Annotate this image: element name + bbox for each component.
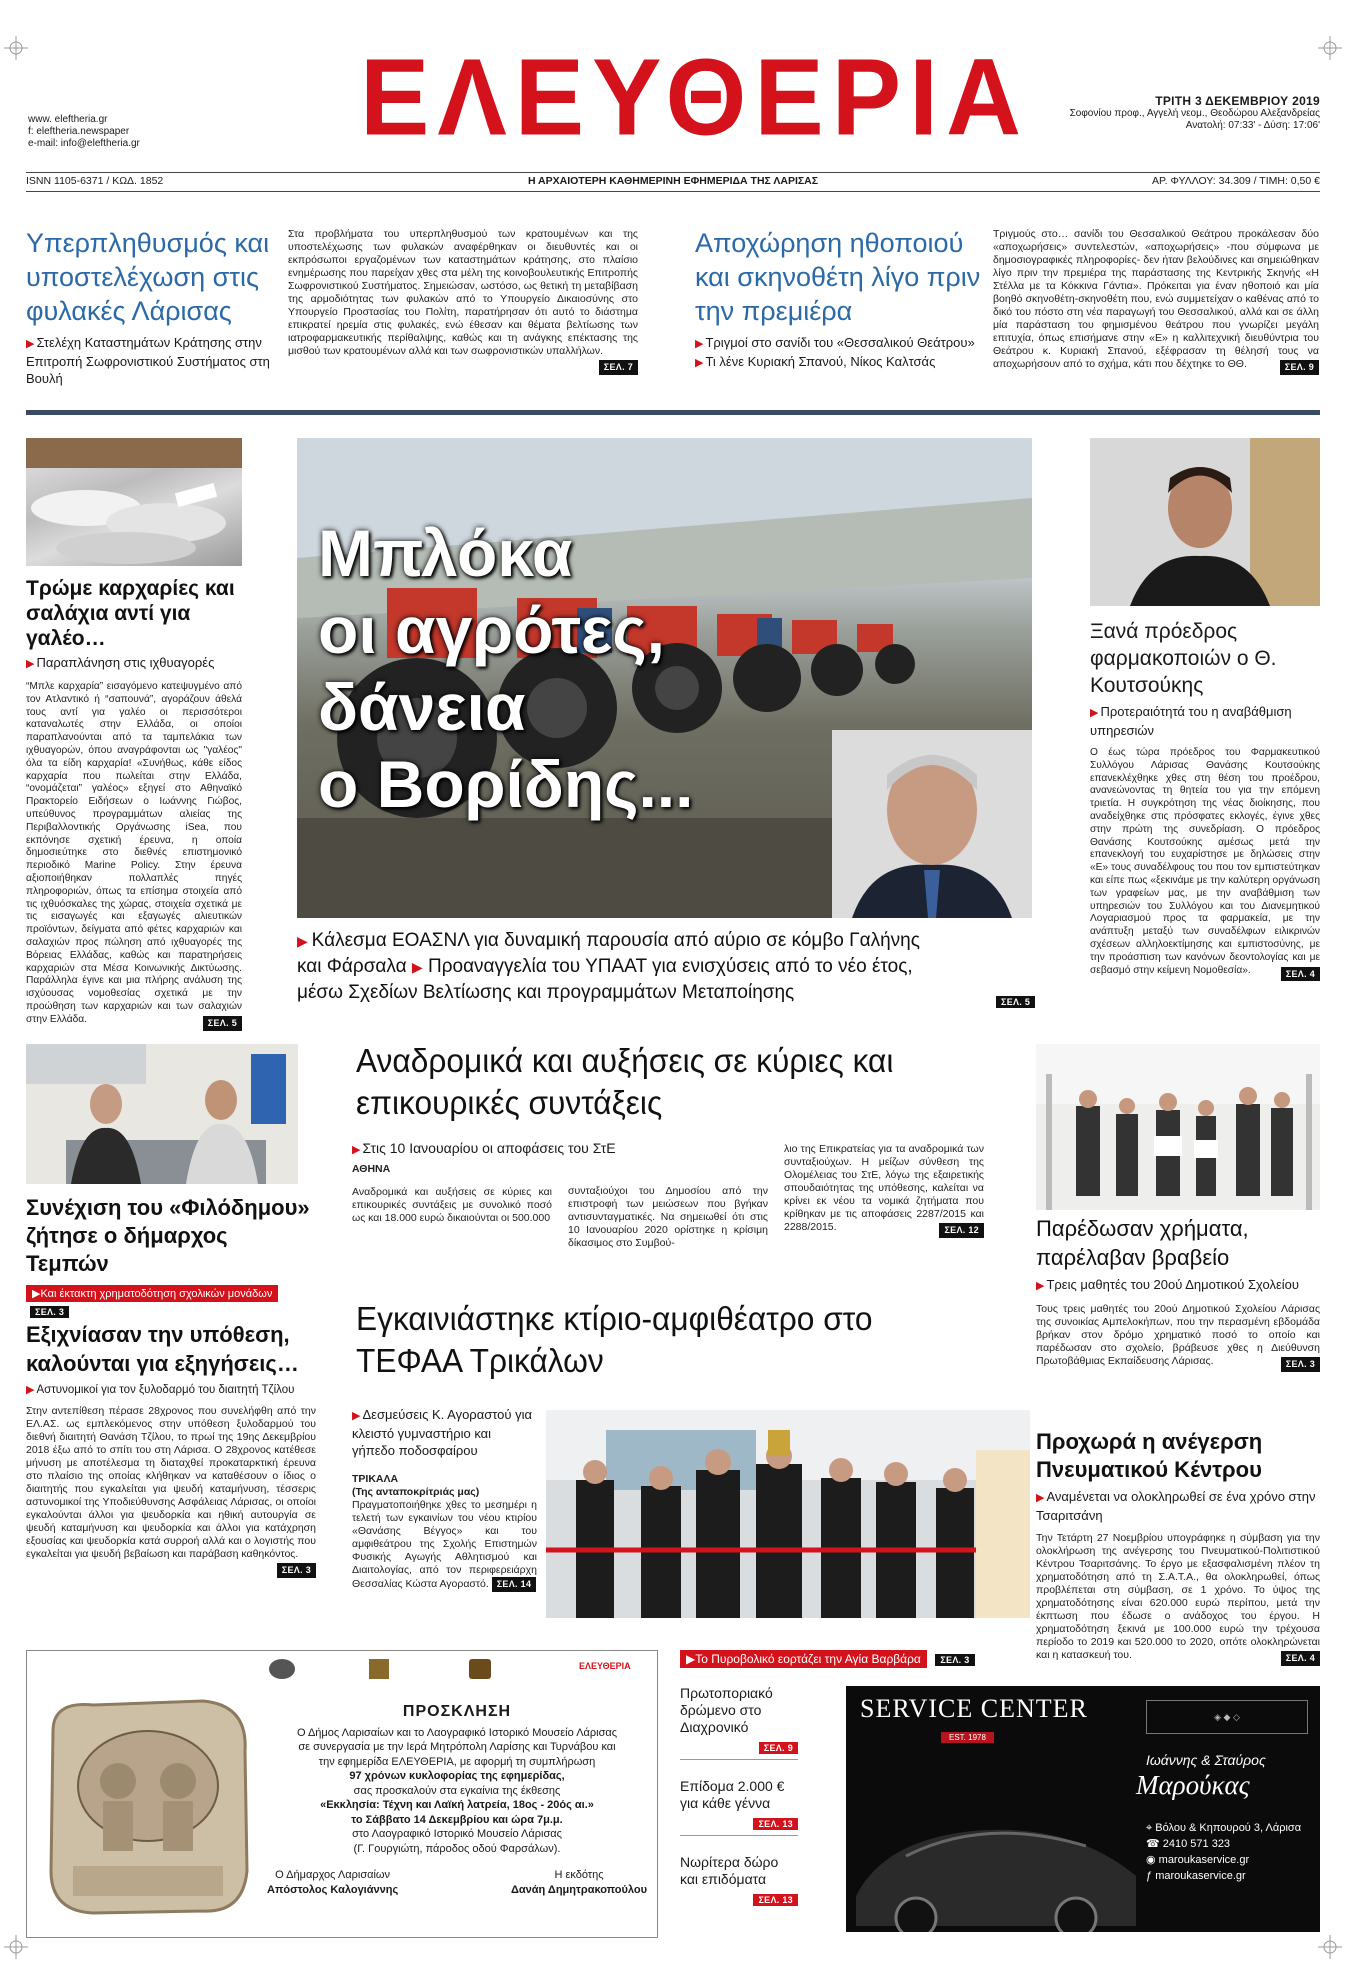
pensions-col-1-text: Αναδρομικά και αυξήσεις σε κύριες και επικουρικές συντάξεις με συνολικό ποσό ως και 18.000 ευρώ δικαιούνται οι 500.000 (352, 1186, 552, 1224)
prisons-story (26, 226, 276, 387)
facebook-link[interactable]: f: eleftheria.newspaper (28, 126, 130, 137)
masthead-bottom-rule (26, 191, 1320, 192)
portrait-illustration (832, 730, 1032, 918)
pharmacists-body-text: Ο έως τώρα πρόεδρος του Φαρμακευτικού Συλλόγου Λάρισας Θανάσης Κουτσούκης επανεκλέχθηκε χθες στη θέση του προέδρου, ανανεώνοντας τη θητεία του για την επόμενη τριετία. Η συγκρότηση της νέας διοίκησης, που αναδείχθηκε στις πρόσφατες εκλογές, έγινε χθες στην πρώτη της συνεδρίαση. Ο πρόεδρος Θανάσης Κουτσούκης αμέσως μετά την επανεκλογή του ευχαρίστησε με δηλώσεις στην «Ε» τους συναδέλφους του που τον εμπιστεύτηκαν και είπε πως «ξεκινάμε με την καλύτερη οργάνωση των γραφείων μας, με την αναβάθμιση των υπηρεσιών του Συλλόγου και του Διανεμητικού Λογαριασμού προς τα φαρμακεία, με την ανάπτυξη μεταξύ των συναδέλφων ειλικρινών σχέσεων αλληλοεκτίμησης και εμπιστοσύνης, με την προάσπιση των κανόνων δεοντολογίας και με σεβασμό στην κείμενη Νομοθεσία». (1090, 747, 1320, 976)
page-ref[interactable]: ΣΕΛ. 7 (599, 360, 638, 375)
lead-sub-3 (297, 980, 1032, 1005)
newspaper-logo: ΕΛΕΥΘΕΡΙΑ (579, 1661, 631, 1671)
signature-name: Απόστολος Καλογιάννης (267, 1883, 399, 1896)
invitation-line: σας προσκαλούν στα εγκαίνια της έκθεσης (353, 1784, 561, 1797)
lead-sub-2 (297, 954, 1032, 980)
masthead-date-block (1020, 94, 1320, 132)
lead-headline-line-2: οι αγρότες, (318, 593, 666, 667)
location-pin-icon: ⌖ (1146, 1822, 1156, 1834)
artillery-text: Το Πυροβολικό εορτάζει την Αγία Βαρβάρα (695, 1652, 921, 1666)
service-contacts (1146, 1820, 1301, 1884)
brief-item[interactable] (680, 1836, 798, 1911)
service-site-2-text: maroukaservice.gr (1155, 1870, 1246, 1882)
students-photo (1036, 1044, 1320, 1210)
tzilos-kicker (26, 1382, 316, 1399)
award-kicker (1036, 1276, 1320, 1295)
invitation-line: την εφημερίδα ΕΛΕΥΘΕΡΙΑ, με αφορμή τη συμπλήρωση (318, 1755, 596, 1768)
fish-market-photo (26, 438, 242, 566)
service-owner-names: Ιωάννης & Σταύρος (1146, 1752, 1266, 1768)
bullet-triangle-icon: ▶ (695, 338, 704, 350)
page-ref[interactable]: ΣΕΛ. 4 (1281, 1651, 1320, 1666)
bullet-triangle-icon: ▶ (1036, 1492, 1045, 1504)
bullet-triangle-icon: ▶ (32, 1288, 41, 1300)
service-address (1146, 1820, 1301, 1836)
theatre-kicker-1 (695, 334, 985, 353)
page-ref[interactable]: ΣΕΛ. 12 (939, 1223, 984, 1238)
invitation-logos-row (259, 1659, 649, 1681)
page-ref[interactable]: ΣΕΛ. 4 (1281, 967, 1320, 982)
page-ref[interactable]: ΣΕΛ. 9 (1280, 360, 1319, 375)
brief-item-text: Επίδομα 2.000 € για κάθε γέννα (680, 1778, 785, 1811)
invitation-line: σε συνεργασία με την Ιερά Μητρόπολη Λαρίσης και Τυρνάβου και (298, 1741, 616, 1753)
registration-mark-icon (4, 36, 28, 60)
tzilos-kicker-text: Αστυνομικοί για τον ξυλοδαρμό του διαιτητή Τζίλου (36, 1384, 295, 1396)
registration-mark-icon (1318, 36, 1342, 60)
signature-role: Η εκδότης (554, 1869, 604, 1881)
phone-icon: ☎ (1146, 1838, 1163, 1850)
filodimos-story (26, 1194, 316, 1320)
invitation-title: ΠΡΟΣΚΛΗΣΗ (402, 1703, 512, 1720)
pharmacists-headline[interactable]: Ξανά πρόεδρος φαρμακοποιών ο Θ. Κουτσούκης (1090, 620, 1277, 697)
car-illustration (846, 1786, 1146, 1932)
bullet-triangle-icon: ▶ (352, 1144, 361, 1156)
pensions-dateline: ΑΘΗΝΑ (352, 1163, 391, 1175)
tefaa-kicker (352, 1406, 537, 1459)
filodimos-headline[interactable]: Συνέχιση του «Φιλόδημου» ζήτησε ο δήμαρχος Τεμπών (26, 1195, 310, 1276)
lead-subheads (297, 928, 1032, 1005)
pensions-col-3-text: λιο της Επικρατείας για τα αναδρομικά των συνταξιούχων. Η μείζων σύνθεση της Ολομέλειας του ΣτΕ, λόγω της εξαιρετικής σπουδαιότητας της υπόθεσης, καλείται να κρίνει εκ νέου τα νομικά ζητήματα που κρίθηκαν με τις αποφάσεις 2287/2015 και 2288/2015. (784, 1143, 984, 1233)
minister-portrait (832, 730, 1032, 918)
lead-headline[interactable] (318, 515, 748, 823)
briefs-column (680, 1650, 990, 1668)
prisons-body (288, 228, 638, 375)
cultural-body (1036, 1532, 1320, 1662)
pensions-kicker-text: Στις 10 Ιανουαρίου οι αποφάσεις του ΣτΕ (362, 1140, 616, 1156)
invitation-line: το Σάββατο 14 Δεκεμβρίου και ώρα 7μ.μ. (351, 1813, 563, 1826)
invitation-line: στο Λαογραφικό Ιστορικό Μουσείο Λάρισας (352, 1828, 562, 1840)
pensions-col-1 (352, 1163, 552, 1250)
bullet-triangle-icon: ▶ (26, 1384, 35, 1396)
award-headline[interactable]: Παρέδωσαν χρήματα, παρέλαβαν βραβείο (1036, 1216, 1249, 1270)
sharks-story (26, 576, 242, 1031)
masthead-top-rule (26, 172, 1320, 173)
tefaa-dateline: ΤΡΙΚΑΛΑ (352, 1473, 399, 1485)
brand-logos-icon: ◈ ◆ ◇ (1146, 1700, 1308, 1734)
pharmacist-portrait (1090, 438, 1320, 606)
signature-mayor (267, 1868, 398, 1897)
page-ref[interactable]: ΣΕΛ. 13 (753, 1818, 798, 1830)
service-site-1-text: maroukaservice.gr (1158, 1854, 1250, 1866)
tzilos-body-text: Στην αντεπίθεση πέρασε 28χρονος που συνελήφθη από την ΕΛ.ΑΣ. ως εμπλεκόμενος στην υπόθεση ξυλοδαρμού του διεθνή διαιτητή Θανάση Τζίλου, το πρωί της 19ης Δεκεμβρίου 2018 έξω από το σπίτι του στη Λάρισα. Ο 28χρονος κατέθεσε μήνυση με αποτέλεσμα τη διαταχθεί προκαταρκτική έρευνα στο πλαίσιο της οποίας κλήθηκαν να καταθέσουν ο ίδιος ο διαιτητής που εγκαλείται για ψευδή καταμήνυση, τέσσερις αστυνομικοί της Υποδιεύθυνσης Ασφάλειας Λάρισας, οι οποίοι εγκαλούνται άλλοι για ψευδορκία και ηθική αυτουργία σε ψευδή καταμήνυση και ψευδορκία και άλλοι για κατάχρηση εξουσίας και ψευδορκία κατά συρροή αλλά και ο λογιστής που εγκαλείται για ψευδή βεβαίωση και παράβαση καθηκόντος. (26, 1405, 316, 1560)
theatre-kicker-1-text: Τριγμοί στο σανίδι του «Θεσσαλικού Θεάτρου» (705, 335, 975, 350)
name-days: Σοφονίου προφ., Αγγελή νεομ., Θεοδώρου Αλεξανδρείας (1069, 108, 1320, 119)
tefaa-story (356, 1298, 996, 1382)
page-ref[interactable]: ΣΕΛ. 3 (935, 1654, 974, 1666)
brief-item-text: Πρωτοποριακό δρώμενο στο Διαχρονικό (680, 1685, 773, 1735)
page-ref[interactable]: ΣΕΛ. 3 (1281, 1357, 1320, 1372)
pensions-headline[interactable]: Αναδρομικά και αυξήσεις σε κύριες και επικουρικές συντάξεις (356, 1042, 894, 1121)
brief-item[interactable] (680, 1760, 798, 1836)
filodimos-kicker (26, 1285, 278, 1302)
signature-role: Ο Δήμαρχος Λαρισαίων (275, 1869, 391, 1881)
lead-sub-1 (297, 928, 1032, 954)
page-ref[interactable]: ΣΕΛ. 9 (759, 1742, 798, 1754)
service-site-2[interactable] (1146, 1868, 1301, 1884)
theatre-headline[interactable]: Αποχώρηση ηθοποιού και σκηνοθέτη λίγο πριν την πρεμιέρα (695, 228, 981, 326)
award-body (1036, 1303, 1320, 1368)
cultural-story (1036, 1428, 1320, 1666)
service-phone-text: 2410 571 323 (1162, 1838, 1231, 1850)
fish-photo-illustration (26, 438, 242, 566)
tefaa-byline: (Της ανταποκρίτριάς μας) (352, 1486, 480, 1498)
theatre-kicker-2 (695, 353, 985, 372)
brief-item-text: Νωρίτερα δώρο και επιδόματα (680, 1854, 779, 1887)
brief-item[interactable] (680, 1685, 798, 1760)
theatre-body (993, 228, 1319, 375)
page-ref[interactable]: ΣΕΛ. 13 (753, 1894, 798, 1906)
page-ref[interactable]: ΣΕΛ. 3 (277, 1563, 316, 1578)
metropolis-logo-icon (469, 1659, 491, 1679)
briefs-list (680, 1685, 798, 1911)
bullet-triangle-icon: ▶ (1090, 707, 1099, 719)
service-address-text: Βόλου & Κηπουρού 3, Λάρισα (1155, 1822, 1302, 1834)
page-ref[interactable]: ΣΕΛ. 3 (30, 1306, 69, 1318)
sharks-kicker-text: Παραπλάνηση στις ιχθυαγορές (36, 655, 215, 670)
bullet-triangle-icon: ▶ (695, 357, 704, 369)
pensions-body-block (352, 1140, 992, 1250)
website-link[interactable]: www. eleftheria.gr (28, 114, 108, 125)
service-center-ad[interactable] (846, 1686, 1320, 1932)
tzilos-body (26, 1405, 316, 1575)
tzilos-headline[interactable]: Εξιχνίασαν την υπόθεση, καλούνται για εξηγήσεις… (26, 1322, 299, 1376)
cultural-headline[interactable]: Προχωρά η ανέγερση Πνευματικού Κέντρου (1036, 1429, 1263, 1482)
theatre-kicker-2-text: Τι λένε Κυριακή Σπανού, Νίκος Καλτσάς (705, 354, 936, 369)
service-site-1[interactable] (1146, 1852, 1301, 1868)
sharks-headline[interactable]: Τρώμε καρχαρίες και σαλάχια αντί για γαλέο… (26, 577, 235, 650)
pensions-story (356, 1040, 1016, 1124)
tagline: Η ΑΡΧΑΙΟΤΕΡΗ ΚΑΘΗΜΕΡΙΝΗ ΕΦΗΜΕΡΙΔΑ ΤΗΣ ΛΑΡΙΣΑΣ (527, 175, 819, 187)
invitation-line: «Εκκλησία: Τέχνη και Λαϊκή λατρεία, 18ος - 20ός αι.» (320, 1799, 594, 1811)
cultural-kicker (1036, 1488, 1320, 1524)
logo-text: ΕΛΕΥΘΕΡΙΑ (360, 37, 1030, 159)
bullet-triangle-icon: ▶ (26, 338, 35, 350)
tzilos-story (26, 1320, 316, 1578)
globe-icon: ◉ (1146, 1854, 1159, 1866)
section-divider (26, 410, 1320, 415)
masthead-logo (360, 37, 1030, 159)
tefaa-body-text: Πραγματοποιήθηκε χθες το μεσημέρι η τελετή των εγκαινίων του νέου κτιρίου «Θανάσης Βέγγος» και του αμφιθεάτρου της Σχολής Επιστημών Φυσικής Αγωγής Αθλητισμού και Διαιτολογίας, από τον περιφερειάρχη Θεσσαλίας Κώστα Αγοραστό. (352, 1499, 537, 1590)
ribbon-cutting-illustration (546, 1410, 1030, 1618)
inauguration-photo (546, 1410, 1030, 1618)
issn-label: ISNN 1105-6371 / ΚΩΔ. 1852 (26, 175, 164, 187)
municipality-logo-icon (269, 1659, 295, 1679)
pharmacists-body (1090, 747, 1320, 977)
icon-relic-illustration (33, 1691, 263, 1921)
sharks-kicker (26, 654, 242, 673)
award-story (1036, 1214, 1320, 1372)
lead-sub-1-text: Κάλεσμα ΕΟΑΣΝΛ για δυναμική παρουσία από αύριο σε κόμβο Γαλήνης (311, 930, 920, 951)
lead-headline-line-4: ο Βορίδης... (318, 747, 694, 821)
pensions-col-3 (784, 1143, 984, 1250)
lead-sub-2-text: Προαναγγελία του ΥΠΑΑΤ για ενισχύσεις από το νέο έτος, (427, 956, 913, 977)
email-link[interactable]: e-mail: info@eleftheria.gr (28, 138, 140, 149)
signature-publisher (511, 1868, 647, 1897)
masthead-info-strip (26, 175, 1320, 191)
pensions-col-2-text: συνταξιούχοι του Δημοσίου από την επιστροφή των μειώσεων που βγήκαν αντισυνταγματικές. Να σημειωθεί ότι στις 10 Ιανουαρίου 2020 ορίστηκε η κρίσιμη δίκασιμος στο Συμβού- (568, 1185, 768, 1249)
portrait-illustration (1090, 438, 1320, 606)
tefaa-body (352, 1473, 537, 1592)
facebook-icon: ƒ (1146, 1870, 1156, 1882)
bullet-triangle-icon: ▶ (26, 658, 35, 670)
registration-mark-icon (1318, 1935, 1342, 1959)
tefaa-headline[interactable]: Εγκαινιάστηκε κτίριο-αμφιθέατρο στο ΤΕΦΑΑ Τρικάλων (356, 1300, 873, 1379)
filodimos-kicker-row (26, 1284, 316, 1320)
cultural-kicker-text: Αναμένεται να ολοκληρωθεί σε ένα χρόνο στην Τσαριτσάνη (1036, 1489, 1316, 1523)
prisons-kicker-text: Στελέχη Καταστημάτων Κράτησης στην Επιτροπή Σωφρονιστικού Συστήματος στη Βουλή (26, 335, 270, 386)
lead-sub-1b-text: και Φάρσαλα (297, 956, 407, 977)
tefaa-kicker-text: Δεσμεύσεις Κ. Αγοραστού για κλειστό γυμναστήριο και γήπεδο ποδοσφαίρου (352, 1407, 533, 1458)
filodimos-kicker-text: Και έκτακτη χρηματοδότηση σχολικών μονάδων (40, 1288, 273, 1300)
pharmacists-kicker (1090, 703, 1320, 739)
invitation-line: Ο Δήμος Λαρισαίων και το Λαογραφικό Ιστορικό Μουσείο Λάρισας (296, 1726, 618, 1739)
pharmacists-kicker-text: Προτεραιότητά του η αναβάθμιση υπηρεσιών (1090, 704, 1292, 738)
artillery-brief[interactable] (680, 1650, 990, 1668)
sunrise-sunset: Ανατολή: 07:33' - Δύση: 17:06' (1185, 120, 1320, 131)
cultural-body-text: Την Τετάρτη 27 Νοεμβρίου υπογράφηκε η σύμβαση για την ολοκλήρωση της ανέγερσης του Πνευματικού-Πολιτιστικού Κέντρου Τσαριτσάνης. Το έργο με εξασφαλισμένη πλέον τη χρηματοδότηση από τη Σ.Α.Τ.Α., θα ολοκληρωθεί, όπως προβλέπεται στη σύμβαση, σε 1 χρόνο. Το ύψος της χρηματοδότησης είναι 620.000 ευρώ περίπου, μετά την έκπτωση που έδωσε ο ανάδοχος του έργου. Η χρηματοδότηση ξεκινά με 100.000 ευρώ την τρέχουσα περίοδο το 2019 και 520.000 το 2020, οπότε ολοκληρώνεται και η κατασκευή του. (1036, 1532, 1320, 1661)
bullet-triangle-icon: ▶ (352, 1410, 361, 1422)
invitation-ad[interactable] (26, 1650, 658, 1938)
meeting-illustration (26, 1044, 298, 1184)
bullet-triangle-icon: ▶ (1036, 1280, 1045, 1292)
artillery-label (680, 1650, 927, 1668)
prisons-kicker (26, 334, 276, 387)
bullet-triangle-icon: ▶ (411, 959, 423, 975)
invitation-line: 97 χρόνων κυκλοφορίας της εφημερίδας, (349, 1770, 565, 1782)
tefaa-text-column (352, 1406, 537, 1592)
service-center-established: EST. 1978 (941, 1732, 994, 1743)
museum-logo-icon (369, 1659, 389, 1679)
award-body-text: Τους τρεις μαθητές του 20ού Δημοτικού Σχολείου Λάρισας της συνοικίας Αμπελοκήπων, που την περασμένη εβδομάδα βρήκαν στον δρόμο χρηματικό ποσό το οποίο και παρέδωσαν στο σχολείο, βράβευσε χθες η Διεύθυνση Πρωτοβάθμιας Εκπαίδευσης Λάρισας. (1036, 1303, 1320, 1367)
page-ref[interactable]: ΣΕΛ. 5 (203, 1016, 242, 1031)
service-owner-surname: Μαρούκας (1136, 1770, 1250, 1800)
pharmacists-story (1090, 618, 1320, 981)
theatre-body-text: Τριγμούς στο… σανίδι του Θεσσαλικού Θεάτρου προκάλεσαν δύο «αποχωρήσεις» συντελεστών, «αποχωρήσεις» -που σύμφωνα με δημοσιογραφικές πληροφορίες- δεν ήταν βελούδινες και σημειώθηκαν λίγο πριν την πρεμιέρα της παράστασης της Κεντρικής Σκηνής «Η Στέλλα με τα Κόκκινα Γάντια». Πρόκειται για έναν ηθοποιό και μία βοηθό σκηνοθέτη-σκηνοθέτη που, ενώ συμμετείχαν ο καθένας από το δικό του πόστο στη νέα παραγωγή του Θεσσαλικού, αλλά και σε άλλη μία παράσταση του φημισμένου θεάτρου που γνωρίζει μεγάλη επιτυχία, όπως επισήμανε στην «Ε» η καλλιτεχνική διευθύντρια του Θεάτρου κ. Κυριακή Σπανού, εξέφρασαν τη θέλησή τους να αποχωρήσουν από το σχήμα, κάτι που δέχτηκε το ΘΘ. (993, 228, 1319, 370)
page-ref[interactable]: ΣΕΛ. 5 (996, 996, 1035, 1008)
invitation-line: (Γ. Γουργιώτη, πάροδος οδού Φαρσάλων). (353, 1842, 561, 1855)
prisons-headline[interactable]: Υπερπληθυσμός και υποστελέχωση στις φυλακές Λάρισας (26, 228, 270, 326)
theatre-story (695, 226, 985, 372)
masthead-contacts (28, 114, 228, 150)
lead-headline-line-3: δάνεια (318, 670, 526, 744)
lead-headline-line-1: Μπλόκα (318, 516, 573, 590)
award-kicker-text: Τρεις μαθητές του 20ού Δημοτικού Σχολείου (1046, 1277, 1300, 1292)
bullet-triangle-icon: ▶ (297, 933, 312, 949)
sharks-body (26, 681, 242, 1027)
registration-mark-icon (4, 1935, 28, 1959)
pensions-col-2 (568, 1163, 768, 1250)
lead-sub-3-text: μέσω Σχεδίων Βελτίωσης και προγραμμάτων Μεταποίησης (297, 982, 795, 1003)
service-phone[interactable] (1146, 1836, 1301, 1852)
invitation-text (267, 1705, 647, 1897)
signature-name: Δανάη Δημητρακοπούλου (511, 1883, 647, 1896)
invitation-signatures (267, 1868, 647, 1897)
issue-number-price: ΑΡ. ΦΥΛΛΟΥ: 34.309 / ΤΙΜΗ: 0,50 € (1151, 175, 1320, 187)
sharks-body-text: “Μπλε καρχαρία” εισαγόμενο κατεψυγμένο από τον Ατλαντικό ή “σαπουνά”, αγοράζουν άθελά τους αντί για γαλέο οι περισσότεροι καταναλωτές στην Ελλάδα, οι οποίοι παραπλανούνται από τα ταμπελάκια των ιχθυαγορών, όπου αναγράφονται ως "γαλέος" όλα τα είδη καρχαρία! «Συνήθως, κάθε είδος καρχαρία που πωλείται στην Ελλάδα, “ονομάζεται” γαλέος» εξηγεί στο Αθηναϊκό Πρακτορείο Ειδήσεων ο Ιωάννης Γιώβος, υπεύθυνος προγραμμάτων αλιείας της Περιβαλλοντικής Οργάνωσης iSea, που εκπόνησε σχετική έρευνα, η οποία δημοσιεύτηκε στο διεθνές επιστημονικό περιοδικό Marine Policy. Στην έρευνα αξιοποιήθηκαν πολλαπλές πηγές πληροφοριών, όπως τα επίσημα στοιχεία από τις ιχθυόσκαλες της χώρας, στοιχεία σχετικά με τις εισαγωγές και εξαγωγές αλιευτικών προϊόντων, δείγματα από φέτες καρχαριών και σαλαχιών προς πώληση από ιχθυαγορές της Βόρειας Ελλάδας, καθώς και παρατηρήσεις καρχαριών στα Μέσα Κοινωνικής Δικτύωσης. Παράλληλα έγινε και μια πλήρης ανάλυση της ισχύουσας νομοθεσίας σχετικά με την προώθηση των καρχαριών και των σαλαχιών στην Ελλάδα. (26, 681, 242, 1025)
students-illustration (1036, 1044, 1320, 1210)
filodimos-photo (26, 1044, 298, 1184)
bullet-triangle-icon: ▶ (686, 1652, 696, 1666)
page-ref[interactable]: ΣΕΛ. 14 (492, 1577, 537, 1592)
prisons-body-text: Στα προβλήματα του υπερπληθυσμού των κρατουμένων και της υποστελέχωσης των φυλακών αναφέρθηκαν οι διευθυντές και οι εκπρόσωποι εργαζομένων των καταστημάτων κράτησης, στο πλαίσιο ενημέρωσης που παρείχαν χθες στα μέλη της κοινοβουλευτικής Επιτροπής Σωφρονιστικού Συστήματος. Σημειώσαν, ωστόσο, ως θετική τη μεταβίβαση της αρμοδιότητας των φυλακών από το Υπουργείο Δικαιοσύνης στο Υπουργείο Προστασίας του Πολίτη, παρατήρησαν ότι αυτό το διάστημα επικρατεί ηρεμία στις φυλακές, ενώ έθεσαν και θέματα βελτίωσης των ιατροφαρμακευτικής περίθαλψης, καθώς και τη ανάγκης επέκτασης της μισθού των κρατουμένων αλλά και των σωφρονιστικών υπαλλήλων. (288, 228, 638, 357)
service-center-title: SERVICE CENTER (860, 1694, 1088, 1723)
issue-date: ΤΡΙΤΗ 3 ΔΕΚΕΜΒΡΙΟΥ 2019 (1155, 94, 1320, 108)
